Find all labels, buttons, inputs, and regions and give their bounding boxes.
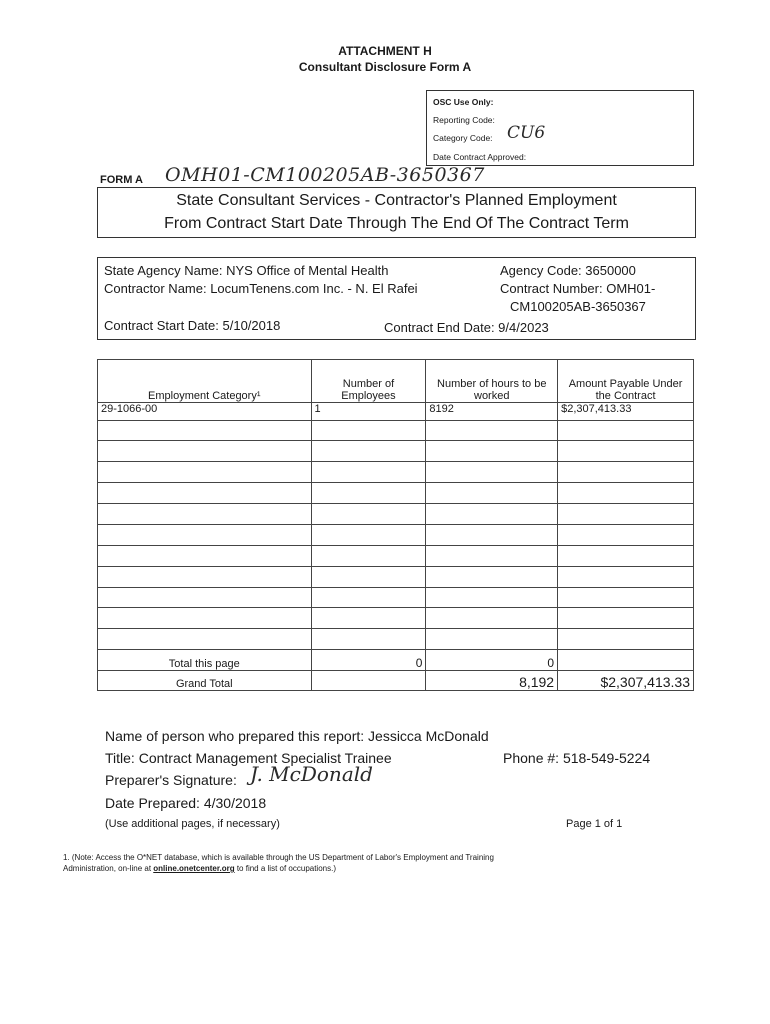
table-cell: 1 — [311, 403, 426, 421]
grand-total-row — [98, 671, 694, 691]
banner-line-1: State Consultant Services - Contractor's Planned Employment — [176, 192, 617, 209]
table-cell — [426, 441, 558, 462]
table-cell — [558, 441, 694, 462]
table-cell — [558, 629, 694, 650]
header-amount-payable: Amount Payable Under the Contract — [558, 360, 694, 403]
osc-use-only-box — [426, 90, 694, 166]
page-number: Page 1 of 1 — [566, 818, 623, 830]
contract-number-line2: CM100205AB-3650367 — [510, 299, 646, 314]
agency-name: State Agency Name: NYS Office of Mental Health — [104, 263, 389, 278]
table-row — [98, 462, 694, 483]
table-row — [98, 504, 694, 525]
grand-total-employees — [311, 671, 426, 691]
table-cell — [98, 462, 312, 483]
category-code-value: CU6 — [507, 123, 546, 143]
date-prepared: Date Prepared: 4/30/2018 — [105, 795, 267, 811]
table-cell — [426, 588, 558, 608]
table-cell: 8192 — [426, 403, 558, 421]
table-cell — [558, 525, 694, 546]
table-cell — [98, 421, 312, 441]
table-cell — [98, 441, 312, 462]
table-row — [98, 441, 694, 462]
attachment-heading: ATTACHMENT H — [338, 44, 432, 58]
table-cell — [98, 504, 312, 525]
table-cell — [426, 525, 558, 546]
total-this-page-hours: 0 — [426, 650, 558, 671]
total-this-page-amount — [558, 650, 694, 671]
table-row — [98, 588, 694, 608]
table-cell — [98, 483, 312, 504]
table-cell — [311, 546, 426, 567]
table-row — [98, 483, 694, 504]
table-cell — [98, 608, 312, 629]
grand-total-label: Grand Total — [98, 671, 312, 691]
osc-box-title: OSC Use Only: — [433, 97, 494, 107]
table-cell — [311, 483, 426, 504]
category-code-label: Category Code: — [433, 133, 493, 143]
table-cell — [558, 546, 694, 567]
footnote — [63, 852, 713, 874]
table-cell — [558, 567, 694, 588]
table-cell — [558, 421, 694, 441]
table-row — [98, 567, 694, 588]
employment-table — [97, 359, 694, 691]
form-title: Consultant Disclosure Form A — [298, 60, 472, 74]
table-cell — [426, 629, 558, 650]
footnote-line-2-post: to find a list of occupations.) — [234, 864, 336, 873]
table-cell — [311, 629, 426, 650]
table-cell — [98, 629, 312, 650]
reporting-code-label: Reporting Code: — [433, 115, 495, 125]
table-row — [98, 608, 694, 629]
agency-code: Agency Code: 3650000 — [500, 263, 636, 278]
table-cell — [311, 421, 426, 441]
additional-pages-note: (Use additional pages, if necessary) — [105, 818, 280, 830]
form-a-label: FORM A — [100, 174, 143, 186]
footnote-line-2-pre: Administration, on-line at — [63, 864, 154, 873]
table-cell — [98, 567, 312, 588]
table-cell — [558, 462, 694, 483]
contract-end-date: Contract End Date: 9/4/2023 — [384, 320, 549, 335]
preparer-name: Name of person who prepared this report: Jessicca McDonald — [105, 728, 489, 744]
table-cell — [311, 504, 426, 525]
table-cell — [311, 525, 426, 546]
table-cell: $2,307,413.33 — [558, 403, 694, 421]
footnote-line-2 — [63, 863, 713, 874]
total-this-page-row — [98, 650, 694, 671]
banner-line-2: From Contract Start Date Through The End Of The Contract Term — [164, 215, 629, 232]
table-row — [98, 546, 694, 567]
grand-total-amount: $2,307,413.33 — [558, 671, 694, 691]
table-cell — [98, 546, 312, 567]
table-cell — [558, 504, 694, 525]
table-cell — [311, 567, 426, 588]
table-cell — [558, 588, 694, 608]
date-approved-label: Date Contract Approved: — [433, 152, 527, 162]
table-row — [98, 421, 694, 441]
header-hours-worked: Number of hours to be worked — [426, 360, 558, 403]
contract-number-line1: Contract Number: OMH01- — [500, 281, 656, 296]
table-cell — [311, 462, 426, 483]
footnote-line-1: 1. (Note: Access the O*NET database, which is available through the US Department of Labor's Employment and Training — [63, 853, 494, 862]
table-cell — [426, 504, 558, 525]
table-header-row — [98, 360, 694, 403]
preparer-signature: J. McDonald — [250, 762, 373, 786]
table-cell — [426, 421, 558, 441]
table-row — [98, 629, 694, 650]
header-employment-category: Employment Category¹ — [98, 360, 312, 403]
table-cell — [426, 546, 558, 567]
table-row — [98, 525, 694, 546]
table-cell — [426, 483, 558, 504]
total-this-page-label: Total this page — [98, 650, 312, 671]
table-cell — [311, 608, 426, 629]
table-cell: 29-1066-00 — [98, 403, 312, 421]
table-cell — [426, 462, 558, 483]
contractor-name: Contractor Name: LocumTenens.com Inc. - N. El Rafei — [104, 281, 418, 296]
handwritten-contract-number: OMH01-CM100205AB-3650367 — [165, 164, 485, 186]
table-cell — [98, 525, 312, 546]
table-cell — [426, 608, 558, 629]
table-cell — [558, 483, 694, 504]
table-cell — [558, 608, 694, 629]
table-cell — [426, 567, 558, 588]
contract-info-box — [97, 257, 696, 340]
table-cell — [311, 441, 426, 462]
table-cell — [311, 588, 426, 608]
preparer-phone: Phone #: 518-549-5224 — [503, 750, 651, 766]
contract-start-date: Contract Start Date: 5/10/2018 — [104, 318, 281, 333]
table-row — [98, 403, 694, 421]
preparer-title: Title: Contract Management Specialist Trainee — [105, 750, 392, 766]
onet-link[interactable]: online.onetcenter.org — [153, 864, 235, 873]
signature-label: Preparer's Signature: — [105, 772, 237, 788]
banner-box — [97, 187, 696, 238]
table-cell — [98, 588, 312, 608]
total-this-page-employees: 0 — [311, 650, 426, 671]
grand-total-hours: 8,192 — [426, 671, 558, 691]
header-number-of-employees: Number of Employees — [311, 360, 426, 403]
